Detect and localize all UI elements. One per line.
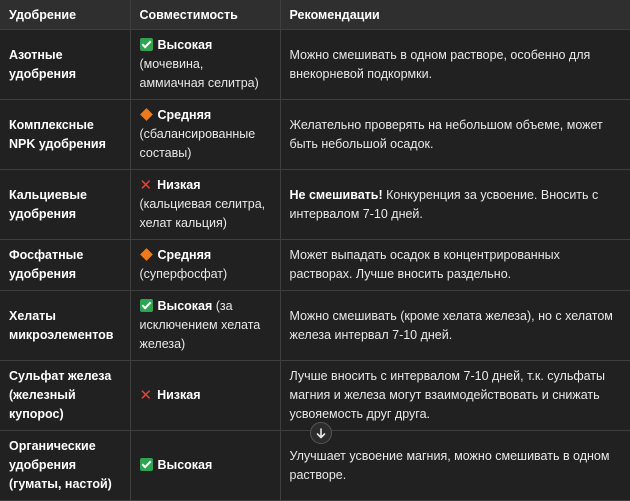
- compatibility-cell: [130, 291, 280, 361]
- recommendation-cell: [280, 361, 630, 431]
- table-row: [0, 30, 630, 100]
- fertilizer-name: Азотные удобрения: [0, 30, 130, 100]
- fertilizer-name: Комплексные NPK удобрения: [0, 100, 130, 170]
- compatibility-cell: [130, 361, 280, 431]
- check-icon: [140, 299, 153, 312]
- diamond-icon: [140, 108, 153, 121]
- recommendation-cell: [280, 240, 630, 291]
- compatibility-detail: (сбалансированные составы): [139, 127, 256, 160]
- table-row: [0, 291, 630, 361]
- cross-icon: ✕: [139, 177, 153, 194]
- compatibility-detail: (мочевина, аммиачная селитра): [139, 57, 259, 90]
- compatibility-cell: [130, 240, 280, 291]
- header-recommendations: Рекомендации: [280, 0, 630, 30]
- recommendation-text: Можно смешивать (кроме хелата железа), но с хелатом железа интервал 7-10 дней.: [289, 308, 613, 342]
- recommendation-cell: [280, 431, 630, 501]
- table-row: [0, 170, 630, 240]
- header-compatibility: Совместимость: [130, 0, 280, 30]
- recommendation-warning: Не смешивать!: [289, 187, 383, 202]
- header-fertilizer: Удобрение: [0, 0, 130, 30]
- table-header-row: [0, 0, 630, 30]
- fertilizer-name: Фосфатные удобрения: [0, 240, 130, 291]
- compatibility-level: Низкая: [157, 388, 201, 402]
- recommendation-cell: [280, 100, 630, 170]
- recommendation-cell: [280, 170, 630, 240]
- scroll-down-button[interactable]: [310, 422, 332, 444]
- compatibility-level: Средняя: [157, 248, 212, 262]
- compatibility-detail: (кальциевая селитра, хелат кальция): [139, 197, 266, 230]
- recommendation-text: Лучше вносить с интервалом 7-10 дней, т.к. сульфаты магния и железа могут взаимодействовать и снижать усвояемость друг друга.: [289, 369, 605, 421]
- recommendation-text: Может выпадать осадок в концентрированных растворах. Лучше вносить раздельно.: [289, 248, 560, 281]
- compatibility-level: Высокая: [157, 38, 213, 52]
- fertilizer-name: Сульфат железа (железный купорос): [0, 361, 130, 431]
- compatibility-level: Высокая: [157, 458, 213, 472]
- fertilizer-name: Кальциевые удобрения: [0, 170, 130, 240]
- compatibility-cell: [130, 30, 280, 100]
- compatibility-cell: [130, 170, 280, 240]
- table-row: [0, 361, 630, 431]
- compatibility-level: Средняя: [157, 108, 212, 122]
- recommendation-cell: [280, 30, 630, 100]
- recommendation-text: Можно смешивать в одном растворе, особенно для внекорневой подкормки.: [289, 47, 591, 81]
- recommendation-cell: [280, 291, 630, 361]
- recommendation-text: Конкуренция за усвоение. Вносить с интервалом 7-10 дней.: [289, 187, 599, 221]
- recommendation-text: Желательно проверять на небольшом объеме, может быть небольшой осадок.: [289, 117, 603, 151]
- diamond-icon: [140, 248, 153, 261]
- arrow-down-icon: [316, 428, 326, 439]
- check-icon: [140, 38, 153, 51]
- cross-icon: ✕: [139, 387, 153, 404]
- table-row: [0, 240, 630, 291]
- compatibility-detail: (суперфосфат): [139, 267, 228, 281]
- fertilizer-name: Хелаты микроэлементов: [0, 291, 130, 361]
- compatibility-level: Низкая: [157, 178, 201, 192]
- compatibility-detail: (за исключением хелата железа): [139, 299, 261, 351]
- table-row: [0, 100, 630, 170]
- compatibility-cell: [130, 100, 280, 170]
- compatibility-cell: [130, 431, 280, 501]
- recommendation-text: Улучшает усвоение магния, можно смешивать в одном растворе.: [289, 448, 610, 482]
- compatibility-level: Высокая: [157, 299, 213, 313]
- fertilizer-name: Органические удобрения (гуматы, настой): [0, 431, 130, 501]
- check-icon: [140, 458, 153, 471]
